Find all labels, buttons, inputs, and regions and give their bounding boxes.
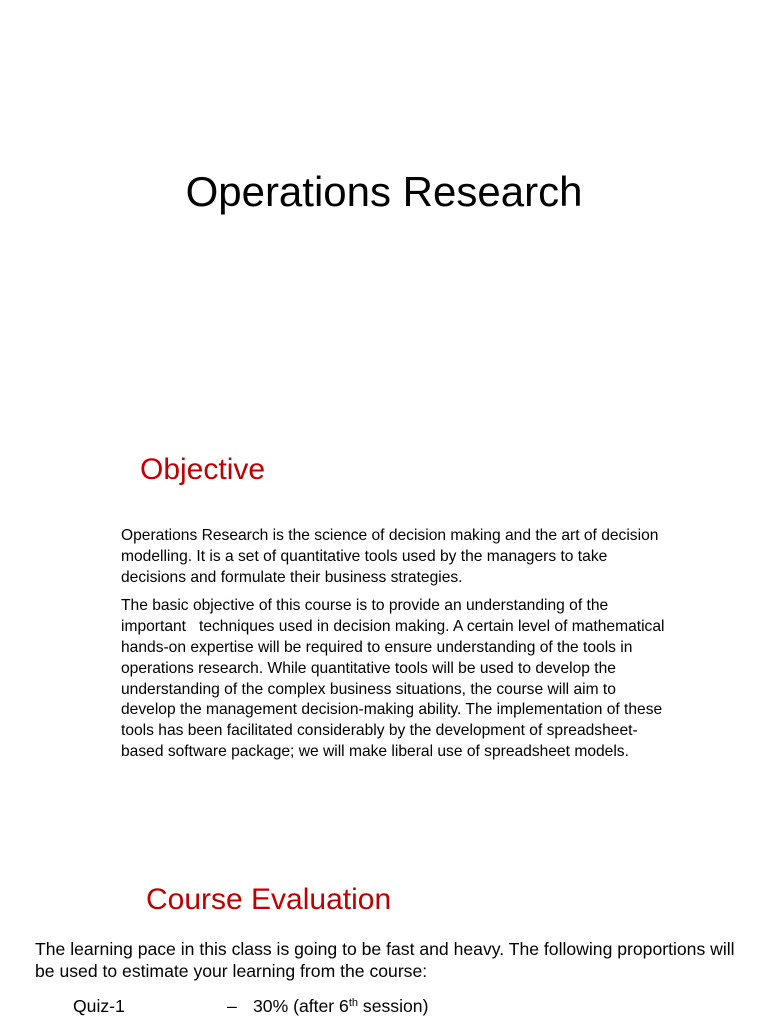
evaluation-weight-suffix: session) [358, 996, 429, 1016]
page-title: Operations Research [185, 168, 583, 215]
evaluation-weight-ordinal: th [348, 997, 359, 1009]
course-evaluation-heading: Course Evaluation [146, 883, 392, 916]
objective-heading: Objective [140, 453, 266, 486]
evaluation-item-weight [253, 994, 428, 1018]
evaluation-row [35, 994, 735, 1018]
objective-paragraph-1: Operations Research is the science of decision making and the art of decision modelling. It is a set of quantitative tools used by the managers to take decisions and formulate their business strategies. [121, 527, 659, 586]
objective-section [121, 526, 669, 771]
objective-paragraph-2: The basic objective of this course is to provide an understanding of the important techniques used in decision making. A certain level of mathematical hands-on expertise will be required to ensure understanding of the tools in operations research. While quantitative tools will be used to develop the understanding of the complex business situations, the course will aim to develop the management decision-making ability. The implementation of these tools has been facilitated considerably by the development of spreadsheet-based software package; we will make liberal use of spreadsheet models. [121, 597, 669, 760]
course-evaluation-section [35, 938, 735, 1016]
evaluation-weight-text: 30% (after 6 [253, 996, 349, 1016]
evaluation-item-dash: – [227, 996, 237, 1016]
evaluation-item-name: Quiz-1 [73, 996, 125, 1016]
course-evaluation-intro: The learning pace in this class is going to be fast and heavy. The following proportions will be used to estimate your learning from the course: [35, 939, 735, 981]
